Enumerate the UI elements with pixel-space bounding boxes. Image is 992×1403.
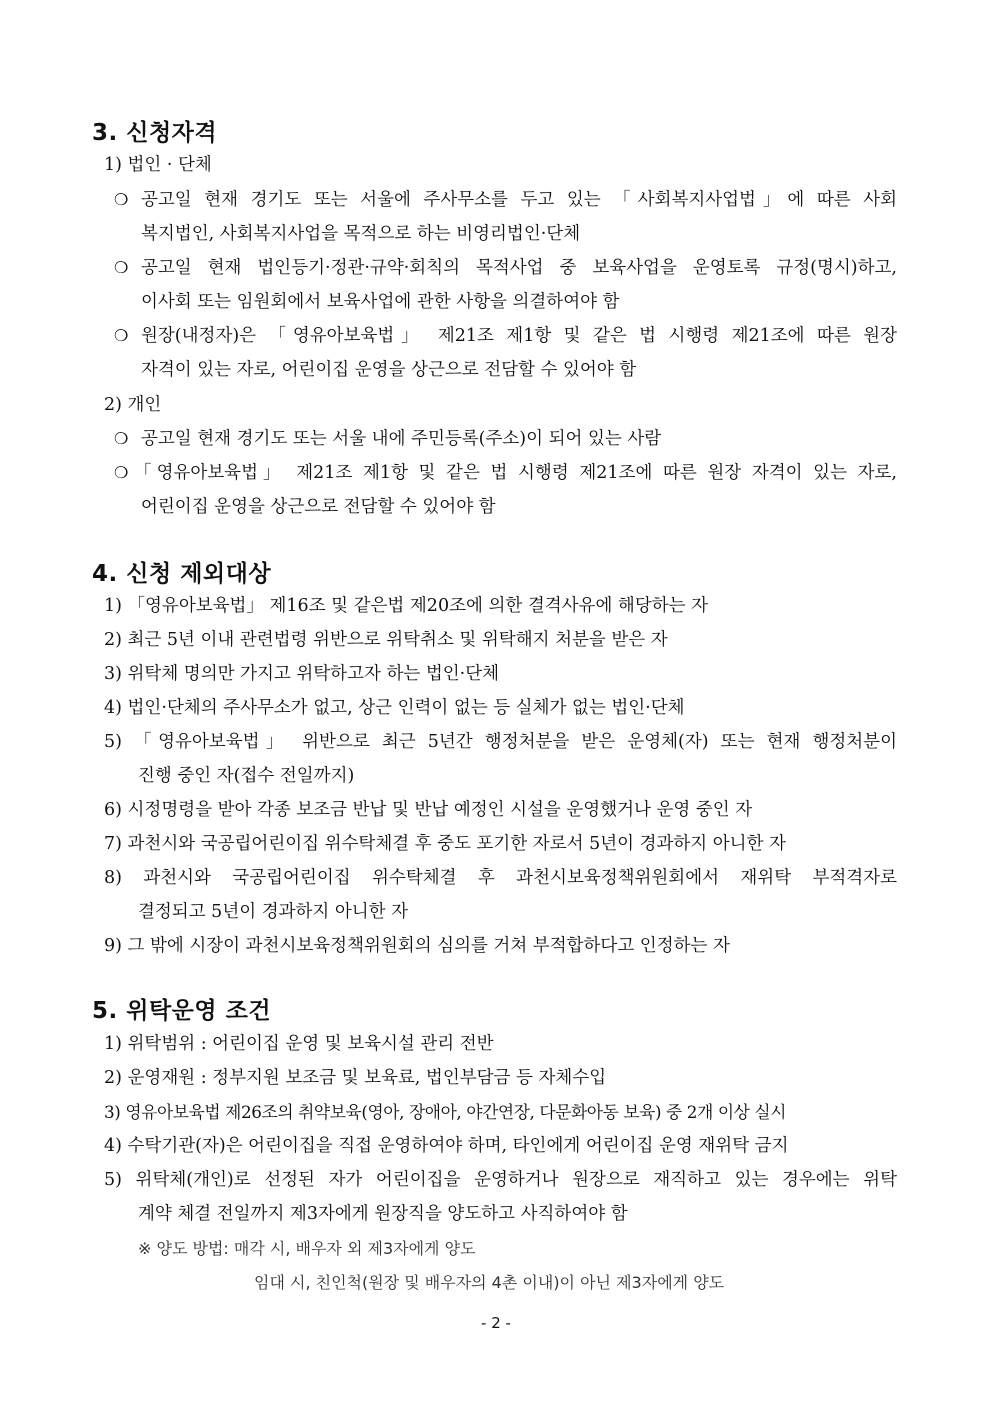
exclusion-item-2: 2) 최근 5년 이내 관련법령 위반으로 위탁취소 및 위탁해지 처분을 받은 자 [104, 630, 668, 650]
circle-bullet-icon: ❍ [114, 326, 129, 345]
condition-item-1: 1) 위탁범위 : 어린이집 운영 및 보육시설 관리 전반 [104, 1034, 494, 1054]
section-5-title: 5. 위탁운영 조건 [92, 998, 272, 1024]
bullet-3-line-2: 자격이 있는 자로, 어린이집 운영을 상근으로 전담할 수 있어야 함 [141, 360, 637, 380]
condition-item-2: 2) 운영재원 : 정부지원 보조금 및 보육료, 법인부담금 등 자체수입 [104, 1068, 607, 1088]
exclusion-item-8-line-1: 8) 과천시와 국공립어린이집 위수탁체결 후 과천시보육정책위원회에서 재위탁 부적격자로 [104, 868, 897, 888]
exclusion-item-5-line-1: 5) 「영유아보육법」 위반으로 최근 5년간 행정처분을 받은 운영체(자) 또는 현재 행정처분이 [104, 732, 897, 752]
exclusion-item-8-line-2: 결정되고 5년이 경과하지 아니한 자 [138, 902, 409, 922]
bullet-3-line-1: 원장(내정자)은 「영유아보육법」 제21조 제1항 및 같은 법 시행령 제21조에 따른 원장 [141, 326, 897, 346]
bullet-1-line-2: 복지법인, 사회복지사업을 목적으로 하는 비영리법인·단체 [141, 224, 581, 244]
bullet-2-line-2: 이사회 또는 임원회에서 보육사업에 관한 사항을 의결하여야 함 [141, 292, 620, 312]
condition-item-5-line-2: 계약 체결 전일까지 제3자에게 원장직을 양도하고 사직하여야 함 [138, 1204, 628, 1224]
exclusion-item-9: 9) 그 밖에 시장이 과천시보육정책위원회의 심의를 거쳐 부적합하다고 인정하는 자 [104, 936, 730, 956]
section-4-title: 4. 신청 제외대상 [92, 561, 272, 587]
exclusion-item-1: 1) 「영유아보육법」 제16조 및 같은법 제20조에 의한 결격사유에 해당하는 자 [104, 596, 708, 616]
bullet-5-line-2: 어린이집 운영을 상근으로 전담할 수 있어야 함 [141, 497, 496, 517]
exclusion-item-4: 4) 법인·단체의 주사무소가 없고, 상근 인력이 없는 등 실체가 없는 법인·단체 [104, 698, 685, 718]
section-3-title: 3. 신청자격 [92, 120, 218, 146]
exclusion-item-6: 6) 시정명령을 받아 각종 보조금 반납 및 반납 예정인 시설을 운영했거나 운영 중인 자 [104, 800, 753, 820]
sub-item-1: 1) 법인 · 단체 [104, 155, 212, 175]
bullet-2-line-1: 공고일 현재 법인등기·정관·규약·회칙의 목적사업 중 보육사업을 운영토록 규정(명시)하고, [141, 258, 897, 278]
condition-item-4: 4) 수탁기관(자)은 어린이집을 직접 운영하여야 하며, 타인에게 어린이집 운영 재위탁 금지 [104, 1136, 789, 1156]
exclusion-item-7: 7) 과천시와 국공립어린이집 위수탁체결 후 중도 포기한 자로서 5년이 경과하지 아니한 자 [104, 834, 786, 854]
sub-item-2: 2) 개인 [104, 395, 162, 415]
circle-bullet-icon: ❍ [114, 463, 129, 482]
exclusion-item-5-line-2: 진행 중인 자(접수 전일까지) [138, 766, 355, 786]
condition-item-3: 3) 영유아보육법 제26조의 취약보육(영아, 장애아, 야간연장, 다문화아동 보육) 중 2개 이상 실시 [104, 1102, 787, 1122]
circle-bullet-icon: ❍ [114, 258, 129, 277]
transfer-method-note-2: 임대 시, 친인척(원장 및 배우자의 4촌 이내)이 아닌 제3자에게 양도 [254, 1273, 725, 1292]
bullet-1-line-1: 공고일 현재 경기도 또는 서울에 주사무소를 두고 있는 「사회복지사업법」에 따른 사회 [141, 190, 897, 210]
circle-bullet-icon: ❍ [114, 190, 129, 209]
condition-item-5-line-1: 5) 위탁체(개인)로 선정된 자가 어린이집을 운영하거나 원장으로 재직하고 있는 경우에는 위탁 [104, 1170, 897, 1190]
circle-bullet-icon: ❍ [114, 429, 129, 448]
page-number: - 2 - [481, 1314, 511, 1332]
bullet-4-line-1: 공고일 현재 경기도 또는 서울 내에 주민등록(주소)이 되어 있는 사람 [141, 429, 662, 449]
transfer-method-note-1: ※ 양도 방법: 매각 시, 배우자 외 제3자에게 양도 [138, 1239, 476, 1258]
exclusion-item-3: 3) 위탁체 명의만 가지고 위탁하고자 하는 법인·단체 [104, 664, 499, 684]
bullet-5-line-1: 「영유아보육법」 제21조 제1항 및 같은 법 시행령 제21조에 따른 원장 자격이 있는 자로, [134, 463, 897, 483]
